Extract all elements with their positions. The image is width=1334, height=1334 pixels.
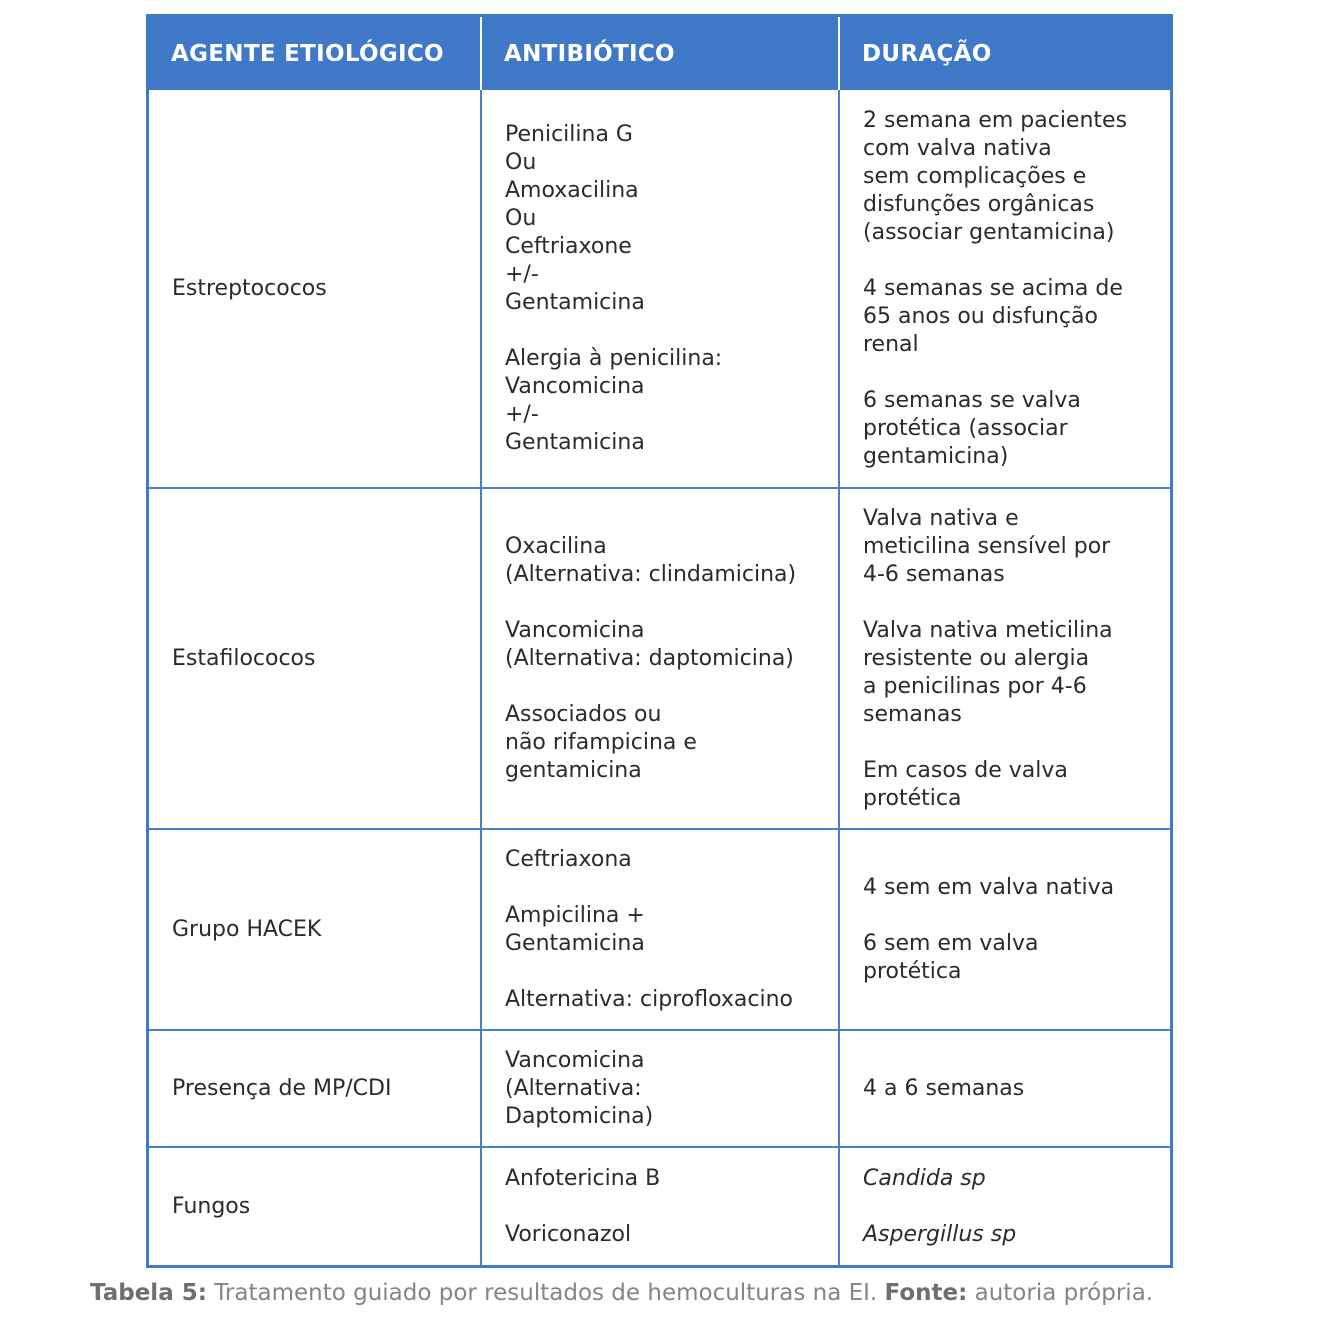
- cell-line: +/-: [505, 261, 539, 287]
- cell-line: Vancomicina: [505, 1047, 645, 1073]
- cell-gap: [505, 589, 828, 617]
- caption-label: Tabela 5:: [90, 1280, 207, 1306]
- cell-line: Vancomicina: [505, 617, 645, 643]
- header-antibiotic: ANTIBIÓTICO: [481, 17, 839, 90]
- cell-line: Candida sp: [863, 1165, 986, 1191]
- cell-gap: [863, 1193, 1160, 1221]
- cell-line: gentamicina: [505, 757, 642, 783]
- agent-cell: Grupo HACEK: [149, 829, 481, 1030]
- cell-line: 6 semanas se valva: [863, 387, 1081, 413]
- cell-line: renal: [863, 331, 919, 357]
- cell-gap: [863, 359, 1160, 387]
- cell-line: protética (associar: [863, 415, 1068, 441]
- cell-line: Vancomicina: [505, 373, 645, 399]
- cell-line: 6 sem em valva: [863, 930, 1039, 956]
- cell-line: Aspergillus sp: [863, 1221, 1017, 1247]
- cell-line: +/-: [505, 401, 539, 427]
- agent-cell: Fungos: [149, 1147, 481, 1265]
- cell-line: 2 semana em pacientes: [863, 107, 1128, 133]
- table-row: [149, 829, 1170, 1030]
- cell-line: 4 sem em valva nativa: [863, 874, 1115, 900]
- cell-line: protética: [863, 958, 962, 984]
- agent-cell: Presença de MP/CDI: [149, 1030, 481, 1147]
- cell-line: 4 semanas se acima de: [863, 275, 1123, 301]
- duration-cell: [839, 90, 1170, 488]
- cell-line: Gentamicina: [505, 289, 645, 315]
- duration-cell: [839, 829, 1170, 1030]
- agent-cell: Estreptococos: [149, 90, 481, 488]
- cell-line: meticilina sensível por: [863, 533, 1111, 559]
- cell-line: Amoxacilina: [505, 177, 639, 203]
- table-caption: [90, 1280, 1153, 1306]
- duration-cell: [839, 1030, 1170, 1147]
- cell-line: Ceftriaxona: [505, 846, 632, 872]
- cell-line: Associados ou: [505, 701, 662, 727]
- cell-gap: [505, 874, 828, 902]
- caption-source-label: Fonte:: [884, 1280, 968, 1306]
- cell-line: Alternativa: ciprofloxacino: [505, 986, 793, 1012]
- cell-line: protética: [863, 785, 962, 811]
- table-row: [149, 1147, 1170, 1265]
- cell-line: Ampicilina +: [505, 902, 645, 928]
- cell-line: a penicilinas por 4-6: [863, 673, 1087, 699]
- cell-line: Alergia à penicilina:: [505, 345, 723, 371]
- cell-gap: [505, 1193, 828, 1221]
- cell-line: Gentamicina: [505, 930, 645, 956]
- table-row: [149, 90, 1170, 488]
- cell-line: Valva nativa meticilina: [863, 617, 1113, 643]
- table-row: [149, 1030, 1170, 1147]
- cell-line: Anfotericina B: [505, 1165, 661, 1191]
- agent-cell: Estafilococos: [149, 488, 481, 829]
- antibiotic-cell: [481, 1030, 839, 1147]
- cell-line: Ou: [505, 149, 537, 175]
- cell-line: (Alternativa: clindamicina): [505, 561, 797, 587]
- cell-line: (Alternativa: daptomicina): [505, 645, 794, 671]
- antibiotic-cell: [481, 829, 839, 1030]
- cell-line: Oxacilina: [505, 533, 607, 559]
- caption-text: Tratamento guiado por resultados de hemoculturas na EI.: [206, 1280, 885, 1306]
- cell-line: Ou: [505, 205, 537, 231]
- cell-line: semanas: [863, 701, 962, 727]
- cell-line: Ceftriaxone: [505, 233, 632, 259]
- caption-source-text: autoria própria.: [967, 1280, 1154, 1306]
- cell-line: 4-6 semanas: [863, 561, 1005, 587]
- cell-gap: [505, 673, 828, 701]
- cell-line: (associar gentamicina): [863, 219, 1115, 245]
- treatment-table-container: [146, 14, 1173, 1268]
- header-agent: AGENTE ETIOLÓGICO: [149, 17, 481, 90]
- cell-line: 4 a 6 semanas: [863, 1075, 1025, 1101]
- cell-gap: [505, 958, 828, 986]
- cell-gap: [863, 729, 1160, 757]
- cell-line: Voriconazol: [505, 1221, 632, 1247]
- cell-line: resistente ou alergia: [863, 645, 1090, 671]
- cell-line: Valva nativa e: [863, 505, 1019, 531]
- antibiotic-cell: [481, 90, 839, 488]
- treatment-table: [149, 17, 1170, 1265]
- cell-gap: [863, 902, 1160, 930]
- table-header-row: [149, 17, 1170, 90]
- cell-gap: [505, 317, 828, 345]
- cell-line: não rifampicina e: [505, 729, 697, 755]
- cell-line: Em casos de valva: [863, 757, 1068, 783]
- antibiotic-cell: [481, 1147, 839, 1265]
- cell-line: 65 anos ou disfunção: [863, 303, 1098, 329]
- cell-gap: [863, 589, 1160, 617]
- cell-line: gentamicina): [863, 443, 1009, 469]
- duration-cell: [839, 1147, 1170, 1265]
- header-duration: DURAÇÃO: [839, 17, 1170, 90]
- cell-gap: [863, 247, 1160, 275]
- antibiotic-cell: [481, 488, 839, 829]
- cell-line: (Alternativa:: [505, 1075, 642, 1101]
- table-row: [149, 488, 1170, 829]
- cell-line: Daptomicina): [505, 1103, 654, 1129]
- cell-line: Penicilina G: [505, 121, 633, 147]
- cell-line: sem complicações e: [863, 163, 1087, 189]
- cell-line: com valva nativa: [863, 135, 1052, 161]
- cell-line: Gentamicina: [505, 429, 645, 455]
- cell-line: disfunções orgânicas: [863, 191, 1095, 217]
- duration-cell: [839, 488, 1170, 829]
